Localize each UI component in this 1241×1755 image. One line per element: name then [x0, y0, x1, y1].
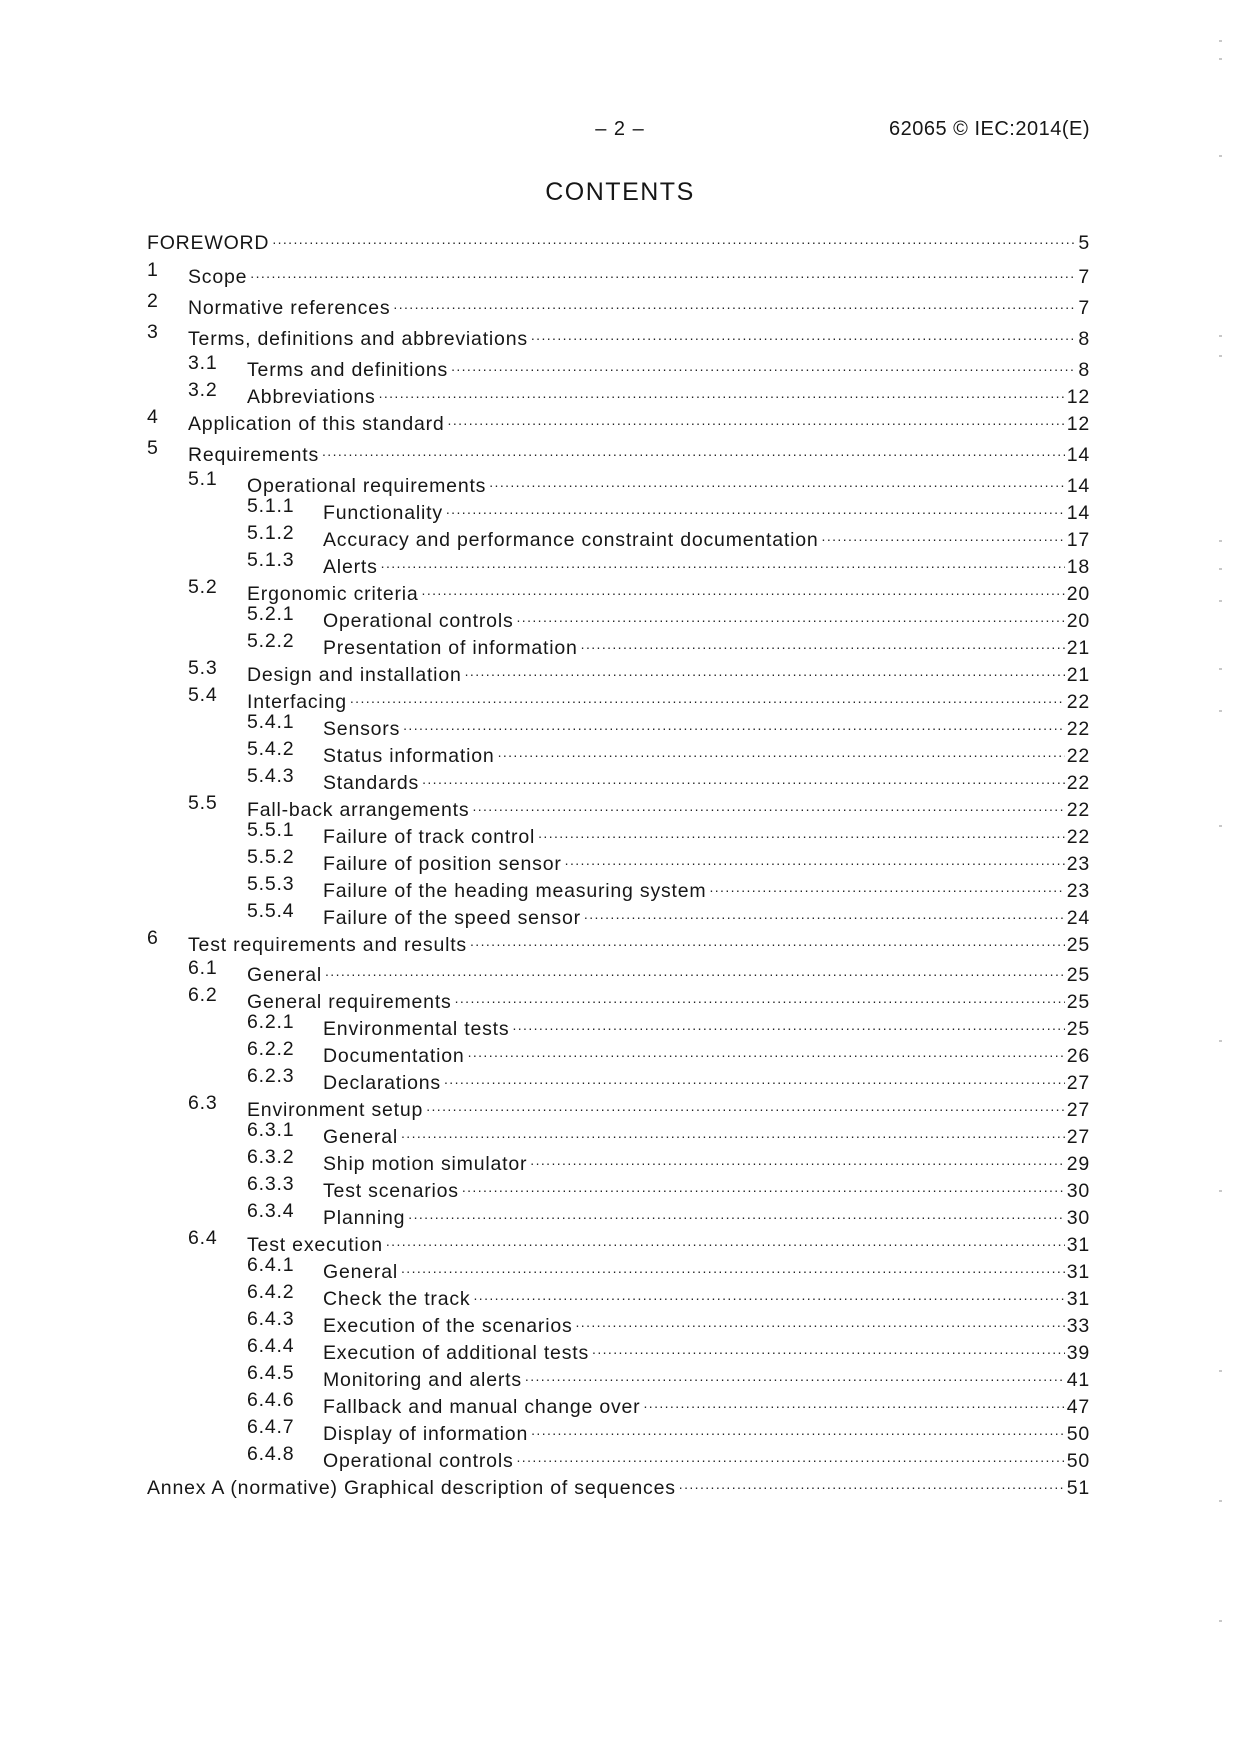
toc-entry-page: 21 — [1066, 637, 1090, 659]
toc-dot-leader — [455, 982, 1065, 1008]
toc-entry-page: 14 — [1066, 502, 1090, 524]
toc-dot-leader — [581, 628, 1065, 654]
toc-entry[interactable] — [147, 709, 1090, 740]
toc-entry-title: General — [247, 964, 322, 986]
toc-entry-title: Annex A (normative) Graphical description of sequences — [147, 1477, 676, 1499]
toc-entry-page: 5 — [1078, 232, 1090, 254]
toc-entry[interactable] — [147, 601, 1090, 632]
toc-entry-title: Failure of track control — [323, 826, 536, 848]
toc-entry-number: 6.4.7 — [247, 1416, 295, 1438]
toc-entry-number: 6.2.3 — [247, 1065, 295, 1087]
toc-entry-page: 17 — [1066, 529, 1090, 551]
toc-entry-page: 22 — [1066, 772, 1090, 794]
toc-entry[interactable] — [147, 871, 1090, 902]
toc-entry-title: Execution of the scenarios — [323, 1315, 573, 1337]
toc-dot-leader — [592, 1333, 1065, 1359]
toc-entry-title: Environmental tests — [323, 1018, 510, 1040]
toc-entry-page: 25 — [1066, 964, 1090, 986]
toc-entry-title: Declarations — [323, 1072, 441, 1094]
toc-dot-leader — [462, 1171, 1065, 1197]
toc-entry[interactable] — [147, 520, 1090, 551]
toc-entry-title: Normative references — [188, 297, 391, 319]
toc-entry-title: Design and installation — [247, 664, 462, 686]
toc-entry-title: Terms, definitions and abbreviations — [188, 328, 528, 350]
toc-entry-title: General requirements — [247, 991, 452, 1013]
toc-dot-leader — [379, 377, 1065, 403]
toc-entry-page: 22 — [1066, 745, 1090, 767]
toc-entry-number: 5.3 — [188, 657, 218, 679]
toc-entry-title: Failure of the speed sensor — [323, 907, 581, 929]
toc-dot-leader — [472, 790, 1064, 816]
toc-entry-title: Display of information — [323, 1423, 529, 1445]
toc-dot-leader — [350, 682, 1065, 708]
toc-entry-number: 5.2.2 — [247, 630, 295, 652]
toc-entry[interactable] — [147, 257, 1090, 288]
toc-entry-title: Status information — [323, 745, 495, 767]
toc-entry[interactable] — [147, 1009, 1090, 1040]
toc-entry-title: Fallback and manual change over — [323, 1396, 641, 1418]
toc-entry-page: 14 — [1066, 475, 1090, 497]
toc-entry-number: 6 — [147, 927, 159, 949]
toc-entry-number: 6.2.2 — [247, 1038, 295, 1060]
toc-entry-number: 5.1 — [188, 468, 218, 490]
toc-entry[interactable] — [147, 763, 1090, 794]
toc-entry-page: 7 — [1078, 297, 1090, 319]
toc-entry-page: 22 — [1066, 691, 1090, 713]
toc-entry-number: 6.4.1 — [247, 1254, 295, 1276]
toc-entry-number: 1 — [147, 259, 159, 281]
toc-dot-leader — [565, 844, 1065, 870]
toc-entry-title: Fall-back arrangements — [247, 799, 470, 821]
toc-dot-leader — [679, 1468, 1065, 1494]
toc-entry[interactable] — [147, 955, 1090, 986]
toc-entry-title: Interfacing — [247, 691, 347, 713]
toc-entry-number: 5 — [147, 437, 159, 459]
toc-dot-leader — [517, 1441, 1065, 1467]
toc-entry-page: 39 — [1066, 1342, 1090, 1364]
toc-entry-number: 3 — [147, 321, 159, 343]
toc-entry[interactable] — [147, 493, 1090, 524]
toc-entry[interactable] — [147, 223, 1090, 254]
toc-entry-title: Environment setup — [247, 1099, 424, 1121]
toc-dot-leader — [470, 925, 1065, 951]
toc-entry-title: Test scenarios — [323, 1180, 459, 1202]
toc-entry-number: 4 — [147, 406, 159, 428]
toc-dot-leader — [250, 257, 1076, 283]
toc-entry[interactable] — [147, 1252, 1090, 1283]
toc-entry[interactable] — [147, 682, 1090, 713]
toc-entry[interactable] — [147, 1036, 1090, 1067]
toc-entry-title: General — [323, 1126, 398, 1148]
toc-entry-page: 31 — [1066, 1234, 1090, 1256]
toc-dot-leader — [525, 1360, 1065, 1386]
toc-entry-title: Sensors — [323, 718, 401, 740]
toc-entry-number: 6.4.6 — [247, 1389, 295, 1411]
toc-dot-leader — [401, 1117, 1065, 1143]
toc-dot-leader — [422, 763, 1065, 789]
toc-entry-title: Accuracy and performance constraint documentation — [323, 529, 819, 551]
toc-dot-leader — [272, 223, 1076, 249]
toc-entry-page: 50 — [1066, 1450, 1090, 1472]
toc-entry-page: 27 — [1066, 1126, 1090, 1148]
toc-entry-page: 20 — [1066, 583, 1090, 605]
toc-entry-number: 5.2.1 — [247, 603, 295, 625]
toc-entry-number: 5.5.1 — [247, 819, 295, 841]
toc-entry[interactable] — [147, 628, 1090, 659]
toc-entry[interactable] — [147, 435, 1090, 466]
toc-dot-leader — [386, 1225, 1065, 1251]
scan-edge-marks — [1211, 0, 1231, 1755]
toc-entry[interactable] — [147, 404, 1090, 435]
toc-entry[interactable] — [147, 655, 1090, 686]
toc-entry[interactable] — [147, 319, 1090, 350]
toc-entry-title: Documentation — [323, 1045, 465, 1067]
toc-entry[interactable] — [147, 925, 1090, 956]
toc-entry-number: 5.4.2 — [247, 738, 295, 760]
toc-entry-title: Test requirements and results — [188, 934, 467, 956]
toc-entry-number: 6.2 — [188, 984, 218, 1006]
toc-entry-number: 6.2.1 — [247, 1011, 295, 1033]
toc-entry[interactable] — [147, 1144, 1090, 1175]
toc-entry-page: 12 — [1066, 413, 1090, 435]
toc-entry-page: 25 — [1066, 934, 1090, 956]
toc-entry[interactable] — [147, 1225, 1090, 1256]
toc-dot-leader — [489, 466, 1064, 492]
toc-dot-leader — [576, 1306, 1065, 1332]
toc-dot-leader — [446, 493, 1065, 519]
toc-entry-page: 29 — [1066, 1153, 1090, 1175]
toc-entry[interactable] — [147, 790, 1090, 821]
toc-entry-page: 7 — [1078, 266, 1090, 288]
toc-entry-page: 51 — [1066, 1477, 1090, 1499]
toc-entry-page: 30 — [1066, 1207, 1090, 1229]
toc-entry-title: FOREWORD — [147, 232, 270, 254]
toc-entry-number: 3.1 — [188, 352, 218, 374]
toc-entry-number: 6.3.4 — [247, 1200, 295, 1222]
toc-entry-page: 18 — [1066, 556, 1090, 578]
toc-entry-title: Standards — [323, 772, 420, 794]
toc-dot-leader — [709, 871, 1064, 897]
toc-dot-leader — [822, 520, 1065, 546]
toc-entry-page: 50 — [1066, 1423, 1090, 1445]
toc-dot-leader — [531, 1414, 1065, 1440]
toc-entry[interactable] — [147, 1441, 1090, 1472]
toc-entry-page: 31 — [1066, 1288, 1090, 1310]
page-title: CONTENTS — [545, 178, 695, 206]
toc-entry-page: 31 — [1066, 1261, 1090, 1283]
toc-entry-number: 6.3.3 — [247, 1173, 295, 1195]
toc-entry-page: 20 — [1066, 610, 1090, 632]
toc-entry[interactable] — [147, 1306, 1090, 1337]
toc-dot-leader — [451, 350, 1076, 376]
toc-dot-leader — [584, 898, 1065, 924]
toc-dot-leader — [322, 435, 1065, 461]
toc-entry-page: 26 — [1066, 1045, 1090, 1067]
toc-entry-page: 12 — [1066, 386, 1090, 408]
document-reference: 62065 © IEC:2014(E) — [888, 118, 1090, 140]
toc-entry-page: 8 — [1078, 359, 1090, 381]
toc-entry-title: Operational controls — [323, 610, 514, 632]
toc-entry-number: 6.4.4 — [247, 1335, 295, 1357]
toc-dot-leader — [325, 955, 1065, 981]
toc-entry-title: Scope — [188, 266, 248, 288]
toc-entry-title: Functionality — [323, 502, 443, 524]
toc-dot-leader — [530, 1144, 1064, 1170]
toc-entry-title: Alerts — [323, 556, 378, 578]
toc-entry[interactable] — [147, 817, 1090, 848]
toc-dot-leader — [401, 1252, 1065, 1278]
toc-entry[interactable] — [147, 574, 1090, 605]
toc-entry-number: 5.5 — [188, 792, 218, 814]
toc-entry-title: Operational requirements — [247, 475, 487, 497]
toc-entry-number: 5.5.3 — [247, 873, 295, 895]
toc-entry-page: 23 — [1066, 853, 1090, 875]
toc-entry-page: 8 — [1078, 328, 1090, 350]
toc-entry-title: Abbreviations — [247, 386, 376, 408]
toc-entry[interactable] — [147, 377, 1090, 408]
toc-entry-number: 5.4.1 — [247, 711, 295, 733]
toc-entry-title: Failure of position sensor — [323, 853, 562, 875]
toc-entry-page: 23 — [1066, 880, 1090, 902]
toc-entry[interactable] — [147, 350, 1090, 381]
toc-entry-page: 25 — [1066, 991, 1090, 1013]
page-number: – 2 – — [595, 118, 645, 140]
toc-entry[interactable] — [147, 982, 1090, 1013]
toc-entry-number: 6.4.3 — [247, 1308, 295, 1330]
toc-entry-page: 22 — [1066, 799, 1090, 821]
toc-entry-title: Failure of the heading measuring system — [323, 880, 707, 902]
toc-dot-leader — [473, 1279, 1064, 1305]
toc-entry-number: 5.1.1 — [247, 495, 295, 517]
toc-entry-title: Application of this standard — [188, 413, 445, 435]
toc-entry-page: 22 — [1066, 826, 1090, 848]
toc-entry-page: 14 — [1066, 444, 1090, 466]
toc-entry-number: 6.4.2 — [247, 1281, 295, 1303]
toc-entry-title: Operational controls — [323, 1450, 514, 1472]
toc-dot-leader — [403, 709, 1065, 735]
toc-entry-number: 6.3.2 — [247, 1146, 295, 1168]
toc-dot-leader — [408, 1198, 1064, 1224]
toc-entry-number: 5.5.4 — [247, 900, 295, 922]
toc-entry[interactable] — [147, 1414, 1090, 1445]
toc-entry-page: 22 — [1066, 718, 1090, 740]
toc-entry-page: 30 — [1066, 1180, 1090, 1202]
toc-entry[interactable] — [147, 1198, 1090, 1229]
toc-entry[interactable] — [147, 1360, 1090, 1391]
toc-entry-number: 5.5.2 — [247, 846, 295, 868]
toc-entry[interactable] — [147, 1279, 1090, 1310]
toc-entry-number: 5.4 — [188, 684, 218, 706]
toc-entry[interactable] — [147, 1171, 1090, 1202]
toc-entry-number: 6.3 — [188, 1092, 218, 1114]
toc-dot-leader — [517, 601, 1065, 627]
toc-entry-title: Test execution — [247, 1234, 383, 1256]
toc-entry[interactable] — [147, 547, 1090, 578]
toc-entry[interactable] — [147, 1090, 1090, 1121]
toc-entry-number: 5.2 — [188, 576, 218, 598]
toc-entry-number: 6.4 — [188, 1227, 218, 1249]
toc-entry-number: 5.1.2 — [247, 522, 295, 544]
toc-entry[interactable] — [147, 844, 1090, 875]
toc-dot-leader — [465, 655, 1065, 681]
toc-dot-leader — [444, 1063, 1065, 1089]
toc-entry-title: Terms and definitions — [247, 359, 449, 381]
toc-entry-number: 2 — [147, 290, 159, 312]
toc-entry-page: 21 — [1066, 664, 1090, 686]
toc-dot-leader — [498, 736, 1065, 762]
toc-entry-page: 25 — [1066, 1018, 1090, 1040]
toc-entry-number: 3.2 — [188, 379, 218, 401]
toc-entry[interactable] — [147, 466, 1090, 497]
toc-entry[interactable] — [147, 898, 1090, 929]
toc-entry[interactable] — [147, 1063, 1090, 1094]
toc-entry-number: 5.4.3 — [247, 765, 295, 787]
toc-dot-leader — [448, 404, 1065, 430]
toc-entry-page: 27 — [1066, 1072, 1090, 1094]
toc-entry-title: Presentation of information — [323, 637, 578, 659]
toc-entry[interactable] — [147, 736, 1090, 767]
toc-entry[interactable] — [147, 1117, 1090, 1148]
toc-entry[interactable] — [147, 1387, 1090, 1418]
toc-entry-title: General — [323, 1261, 398, 1283]
toc-entry-page: 33 — [1066, 1315, 1090, 1337]
toc-dot-leader — [512, 1009, 1064, 1035]
toc-entry-title: Ship motion simulator — [323, 1153, 528, 1175]
toc-dot-leader — [381, 547, 1065, 573]
toc-entry[interactable] — [147, 1333, 1090, 1364]
toc-entry-title: Check the track — [323, 1288, 471, 1310]
toc-entry-number: 6.4.8 — [247, 1443, 295, 1465]
toc-dot-leader — [426, 1090, 1065, 1116]
toc-entry[interactable] — [147, 1468, 1090, 1499]
toc-entry-title: Execution of additional tests — [323, 1342, 590, 1364]
toc-entry-page: 47 — [1066, 1396, 1090, 1418]
toc-entry-page: 41 — [1066, 1369, 1090, 1391]
toc-entry-title: Monitoring and alerts — [323, 1369, 522, 1391]
toc-dot-leader — [422, 574, 1065, 600]
toc-entry[interactable] — [147, 288, 1090, 319]
toc-entry-title: Planning — [323, 1207, 406, 1229]
toc-dot-leader — [538, 817, 1065, 843]
toc-entry-page: 27 — [1066, 1099, 1090, 1121]
toc-dot-leader — [468, 1036, 1065, 1062]
toc-dot-leader — [393, 288, 1076, 314]
toc-entry-number: 6.3.1 — [247, 1119, 295, 1141]
toc-entry-title: Requirements — [188, 444, 319, 466]
toc-dot-leader — [643, 1387, 1064, 1413]
toc-entry-page: 24 — [1066, 907, 1090, 929]
toc-entry-title: Ergonomic criteria — [247, 583, 419, 605]
toc-entry-number: 6.1 — [188, 957, 218, 979]
toc-dot-leader — [531, 319, 1076, 345]
toc-entry-number: 6.4.5 — [247, 1362, 295, 1384]
toc-entry-number: 5.1.3 — [247, 549, 295, 571]
